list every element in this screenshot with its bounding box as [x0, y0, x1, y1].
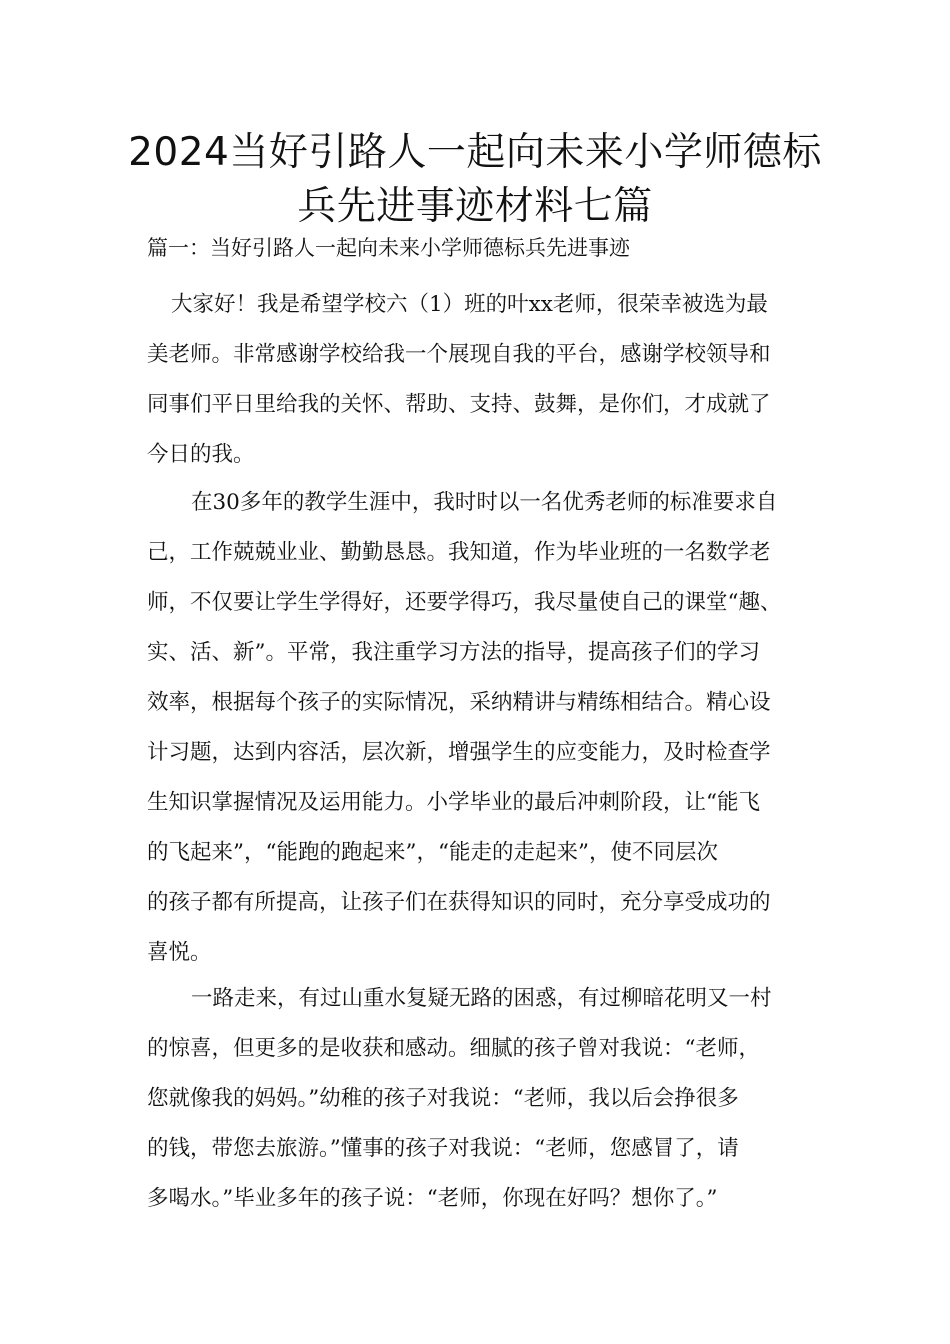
- paragraph-line: 生知识掌握情况及运用能力。小学毕业的最后冲刺阶段，让“能飞: [147, 790, 760, 815]
- paragraph-line: 喜悦。: [147, 940, 212, 965]
- paragraph-line: 实、活、新”。平常，我注重学习方法的指导，提高孩子们的学习: [147, 640, 760, 665]
- paragraph-line: 的钱，带您去旅游。”懂事的孩子对我说：“老师，您感冒了，请: [147, 1136, 739, 1161]
- paragraph-line: 效率，根据每个孩子的实际情况，采纳精讲与精练相结合。精心设: [147, 690, 771, 715]
- paragraph-line: 的飞起来”，“能跑的跑起来”，“能走的走起来”，使不同层次: [147, 840, 718, 865]
- paragraph-2: [147, 478, 817, 978]
- paragraph-line: 多喝水。”毕业多年的孩子说：“老师，你现在好吗？想你了。”: [147, 1186, 718, 1211]
- paragraph-1: [147, 280, 817, 480]
- paragraph-line: 的孩子都有所提高，让孩子们在获得知识的同时，充分享受成功的: [147, 890, 771, 915]
- paragraph-line: 师，不仅要让学生学得好，还要学得巧，我尽量使自己的课堂“趣、: [147, 590, 782, 615]
- paragraph-line: 的惊喜，但更多的是收获和感动。细腻的孩子曾对我说：“老师，: [147, 1036, 760, 1061]
- paragraph-line: 计习题，达到内容活，层次新，增强学生的应变能力，及时检查学: [147, 740, 771, 765]
- title-line-2: 兵先进事迹材料七篇: [297, 184, 653, 229]
- paragraph-line: 大家好！我是希望学校六（1）班的叶xx老师，很荣幸被选为最: [171, 292, 768, 317]
- document-title: [120, 126, 830, 234]
- paragraph-line: 一路走来，有过山重水复疑无路的困惑，有过柳暗花明又一村: [191, 986, 772, 1011]
- paragraph-line: 您就像我的妈妈。”幼稚的孩子对我说：“老师，我以后会挣很多: [147, 1086, 739, 1111]
- paragraph-line: 今日的我。: [147, 442, 255, 467]
- paragraph-line: 同事们平日里给我的关怀、帮助、支持、鼓舞，是你们，才成就了: [147, 392, 771, 417]
- paragraph-line: 在30多年的教学生涯中，我时时以一名优秀老师的标准要求自: [191, 490, 778, 515]
- paragraph-3: [147, 974, 817, 1224]
- section-heading: 篇一：当好引路人一起向未来小学师德标兵先进事迹: [147, 236, 630, 260]
- title-line-1: 2024当好引路人一起向未来小学师德标: [128, 130, 822, 175]
- paragraph-line: 己，工作兢兢业业、勤勤恳恳。我知道，作为毕业班的一名数学老: [147, 540, 771, 565]
- paragraph-line: 美老师。非常感谢学校给我一个展现自我的平台，感谢学校领导和: [147, 342, 771, 367]
